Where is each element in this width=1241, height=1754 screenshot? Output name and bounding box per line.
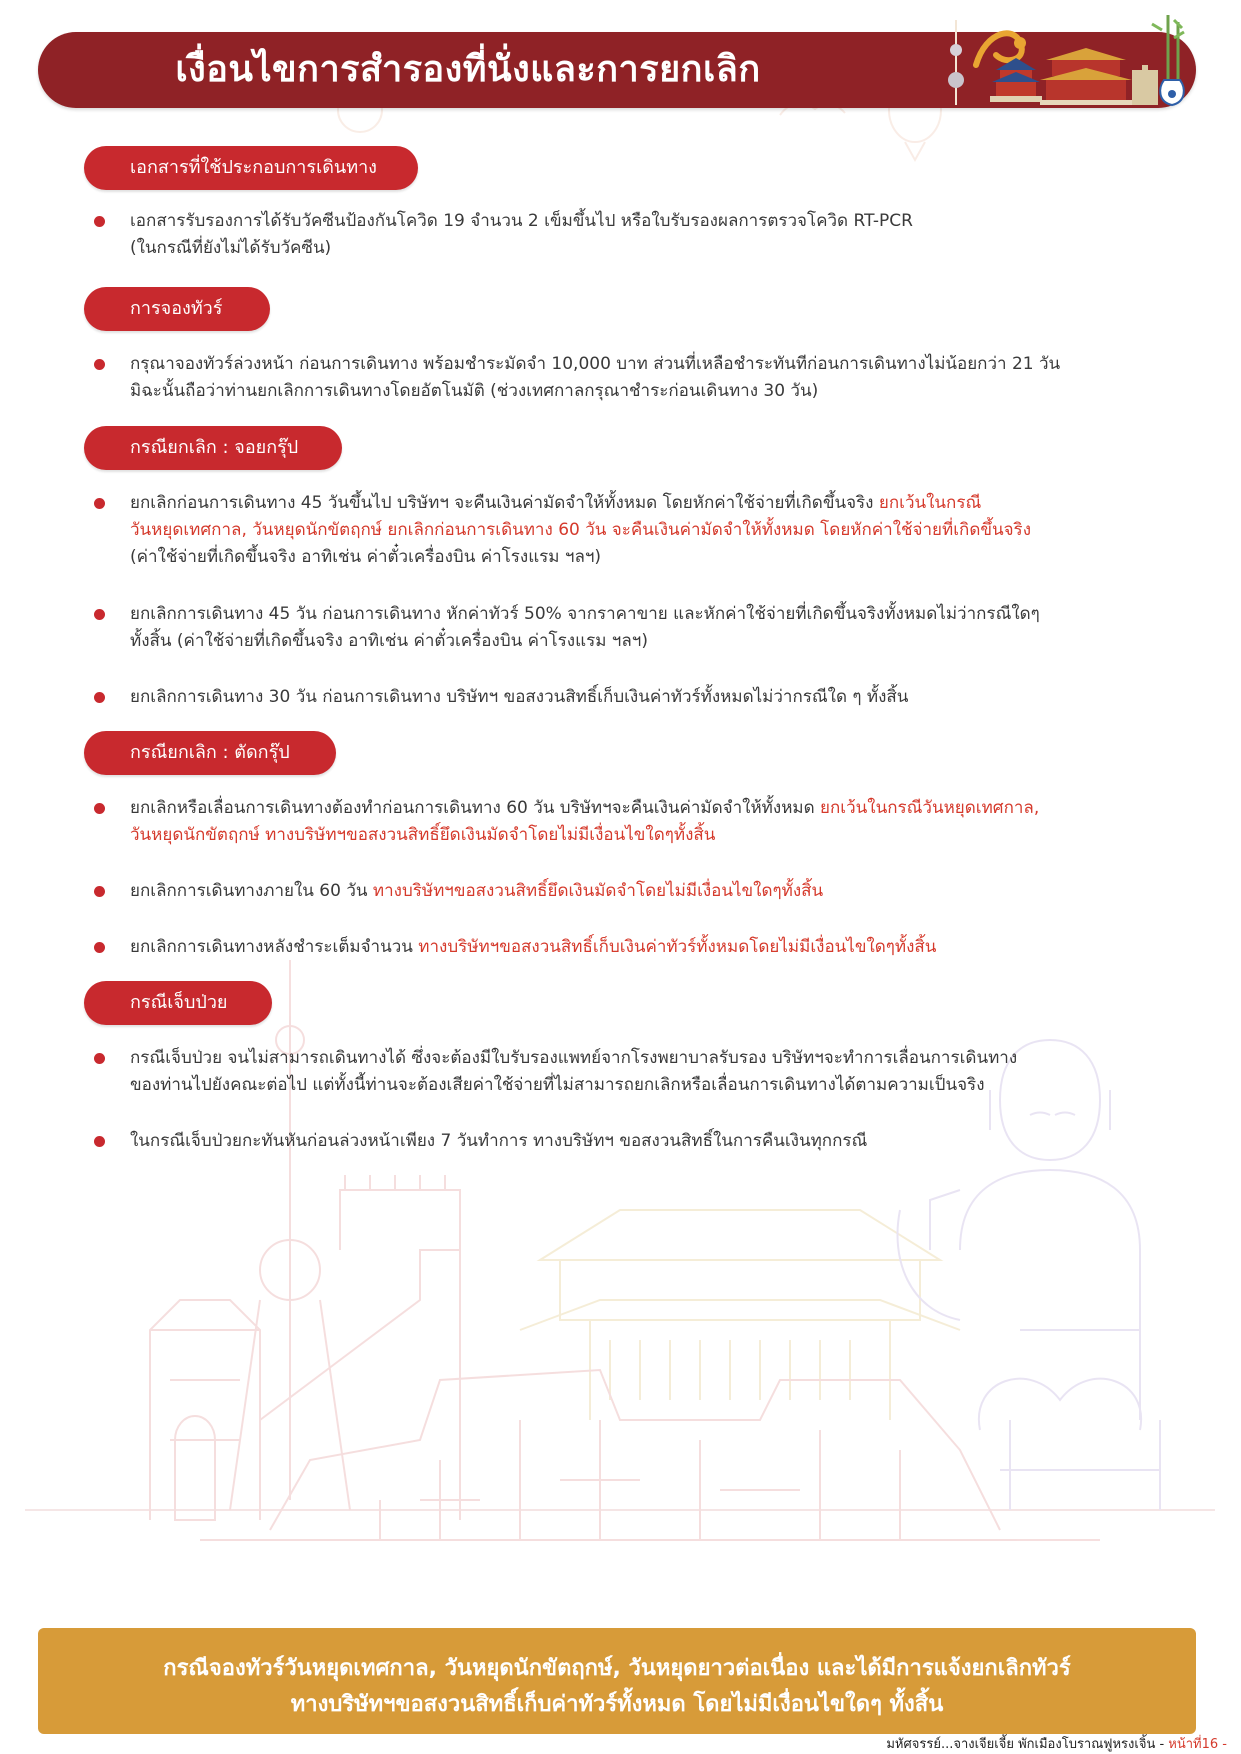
text-line bbox=[130, 795, 1134, 822]
body-text: ของท่านไปยังคณะต่อไป แต่ทั้งนี้ท่านจะต้องเสียค่าใช้จ่ายที่ไม่สามารถยกเลิกหรือเลื่อนการเดินทางได้ตามความเป็นจริง bbox=[130, 1075, 985, 1095]
tv-tower-drawing bbox=[230, 960, 350, 1510]
list-item bbox=[94, 1128, 1134, 1155]
section-heading-documents: เอกสารที่ใช้ประกอบการเดินทาง bbox=[84, 146, 418, 190]
body-text: ยกเลิกการเดินทางภายใน 60 วัน bbox=[130, 881, 373, 901]
bullet-text bbox=[130, 490, 1134, 571]
palace-drawing bbox=[520, 1210, 960, 1420]
list-item bbox=[94, 208, 1134, 262]
text-line bbox=[130, 208, 1134, 235]
section-heading-illness: กรณีเจ็บป่วย bbox=[84, 981, 272, 1025]
bullet-text bbox=[130, 795, 1134, 849]
bullet-dot-icon bbox=[94, 942, 105, 953]
list-item bbox=[94, 601, 1134, 655]
highlight-text: ยกเว้นในกรณี bbox=[878, 493, 982, 513]
list-item bbox=[94, 490, 1134, 571]
bullet-text bbox=[130, 1128, 1134, 1155]
bullet-text bbox=[130, 601, 1134, 655]
text-line bbox=[130, 544, 1134, 571]
list-item bbox=[94, 351, 1134, 405]
great-wall-drawing bbox=[150, 1175, 460, 1520]
holiday-notice-banner bbox=[38, 1628, 1196, 1734]
text-line bbox=[130, 1045, 1134, 1072]
bullet-text bbox=[130, 351, 1134, 405]
text-line bbox=[130, 822, 1134, 849]
holiday-notice-line-1: กรณีจองทัวร์วันหยุดเทศกาล, วันหยุดนักขัตฤกษ์, วันหยุดยาวต่อเนื่อง และได้มีการแจ้งยกเลิกทัวร์ bbox=[163, 1656, 1071, 1681]
body-text: เอกสารรับรองการได้รับวัคซีนป้องกันโควิด 19 จำนวน 2 เข็มขึ้นไป หรือใบรับรองผลการตรวจโควิด RT-PCR bbox=[130, 211, 913, 231]
bullet-text bbox=[130, 684, 1134, 711]
text-line bbox=[130, 490, 1134, 517]
section-heading-cancel-private-group: กรณียกเลิก : ตัดกรุ๊ป bbox=[84, 731, 336, 775]
china-landmarks-icon bbox=[936, 10, 1186, 110]
text-line bbox=[130, 235, 1134, 262]
bullet-dot-icon bbox=[94, 498, 105, 509]
bullet-dot-icon bbox=[94, 1136, 105, 1147]
body-text: กรุณาจองทัวร์ล่วงหน้า ก่อนการเดินทาง พร้อมชำระมัดจำ 10,000 บาท ส่วนที่เหลือชำระทันทีก่อนการเดินทางไม่น้อยกว่า 21 วัน bbox=[130, 354, 1061, 374]
list-item bbox=[94, 795, 1134, 849]
body-text: (ค่าใช้จ่ายที่เกิดขึ้นจริง อาทิเช่น ค่าตั๋วเครื่องบิน ค่าโรงแรม ฯลฯ) bbox=[130, 547, 602, 567]
bullet-dot-icon bbox=[94, 886, 105, 897]
section-heading-cancel-join-group: กรณียกเลิก : จอยกรุ๊ป bbox=[84, 426, 342, 470]
list-item bbox=[94, 1045, 1134, 1099]
bullet-text bbox=[130, 878, 1134, 905]
bullet-dot-icon bbox=[94, 609, 105, 620]
potala-palace-drawing bbox=[200, 1370, 1100, 1540]
text-line bbox=[130, 628, 1134, 655]
list-item bbox=[94, 684, 1134, 711]
text-line bbox=[130, 878, 1134, 905]
body-text: กรณีเจ็บป่วย จนไม่สามารถเดินทางได้ ซึ่งจะต้องมีใบรับรองแพทย์จากโรงพยาบาลรับรอง บริษัทฯจะทำการเลื่อนการเดินทาง bbox=[130, 1048, 1018, 1068]
list-item bbox=[94, 934, 1134, 961]
text-line bbox=[130, 351, 1134, 378]
footer-tour-name: มหัศจรรย์...จางเจียเจี้ย พักเมืองโบราณฟูหรงเจิ้น - bbox=[886, 1737, 1169, 1752]
bullet-dot-icon bbox=[94, 803, 105, 814]
text-line bbox=[130, 1128, 1134, 1155]
body-text: ยกเลิกการเดินทางหลังชำระเต็มจำนวน bbox=[130, 937, 419, 957]
bullet-dot-icon bbox=[94, 1053, 105, 1064]
section-heading-booking: การจองทัวร์ bbox=[84, 287, 270, 331]
bullet-text bbox=[130, 934, 1134, 961]
text-line bbox=[130, 684, 1134, 711]
highlight-text: วันหยุดนักขัตฤกษ์ ทางบริษัทฯขอสงวนสิทธิ์ยึดเงินมัดจำโดยไม่มีเงื่อนไขใดๆทั้งสิ้น bbox=[130, 825, 716, 845]
body-text: ทั้งสิ้น (ค่าใช้จ่ายที่เกิดขึ้นจริง อาทิเช่น ค่าตั๋วเครื่องบิน ค่าโรงแรม ฯลฯ) bbox=[130, 631, 648, 651]
text-line bbox=[130, 517, 1134, 544]
bullet-text bbox=[130, 208, 1134, 262]
body-text: ในกรณีเจ็บป่วยกะทันหันก่อนล่วงหน้าเพียง 7 วันทำการ ทางบริษัทฯ ขอสงวนสิทธิ์ในการคืนเงินทุกกรณี bbox=[130, 1131, 868, 1151]
body-text: (ในกรณีที่ยังไม่ได้รับวัคซีน) bbox=[130, 238, 332, 258]
header-banner bbox=[38, 32, 1196, 166]
highlight-text: ยกเว้นในกรณีวันหยุดเทศกาล, bbox=[820, 798, 1040, 818]
body-text: ยกเลิกหรือเลื่อนการเดินทางต้องทำก่อนการเดินทาง 60 วัน บริษัทฯจะคืนเงินค่ามัดจำให้ทั้งหมด bbox=[130, 798, 821, 818]
page-footer bbox=[886, 1733, 1227, 1754]
bullet-dot-icon bbox=[94, 216, 105, 227]
holiday-notice-line-2: ทางบริษัทฯขอสงวนสิทธิ์เก็บค่าทัวร์ทั้งหมด โดยไม่มีเงื่อนไขใดๆ ทั้งสิ้น bbox=[290, 1692, 944, 1717]
text-line bbox=[130, 1072, 1134, 1099]
body-text: มิฉะนั้นถือว่าท่านยกเลิกการเดินทางโดยอัตโนมัติ (ช่วงเทศกาลกรุณาชำระก่อนเดินทาง 30 วัน) bbox=[130, 381, 819, 401]
highlight-text: ทางบริษัทฯขอสงวนสิทธิ์เก็บเงินค่าทัวร์ทั้งหมดโดยไม่มีเงื่อนไขใดๆทั้งสิ้น bbox=[418, 937, 937, 957]
highlight-text: ทางบริษัทฯขอสงวนสิทธิ์ยึดเงินมัดจำโดยไม่มีเงื่อนไขใดๆทั้งสิ้น bbox=[372, 881, 824, 901]
text-line bbox=[130, 378, 1134, 405]
bullet-text bbox=[130, 1045, 1134, 1099]
list-item bbox=[94, 878, 1134, 905]
body-text: ยกเลิกการเดินทาง 30 วัน ก่อนการเดินทาง บริษัทฯ ขอสงวนสิทธิ์เก็บเงินค่าทัวร์ทั้งหมดไม่ว่ากรณีใด ๆ ทั้งสิ้น bbox=[130, 687, 909, 707]
highlight-text: วันหยุดเทศกาล, วันหยุดนักขัตฤกษ์ ยกเลิกก่อนการเดินทาง 60 วัน จะคืนเงินค่ามัดจำให้ทั้งหมด โดยหักค่าใช้จ่ายที่เกิดขึ้นจริง bbox=[130, 520, 1031, 540]
body-text: ยกเลิกก่อนการเดินทาง 45 วันขึ้นไป บริษัทฯ จะคืนเงินค่ามัดจำให้ทั้งหมด โดยหักค่าใช้จ่ายที่เกิดขึ้นจริง bbox=[130, 493, 879, 513]
text-line bbox=[130, 601, 1134, 628]
buddha-statue-drawing bbox=[898, 1040, 1161, 1510]
page-title: เงื่อนไขการสำรองที่นั่งและการยกเลิกทัวร์ bbox=[175, 49, 761, 166]
page-number: หน้าที่16 - bbox=[1168, 1737, 1227, 1752]
body-text: ยกเลิกการเดินทาง 45 วัน ก่อนการเดินทาง หักค่าทัวร์ 50% จากราคาขาย และหักค่าใช้จ่ายที่เกิดขึ้นจริงทั้งหมดไม่ว่ากรณีใดๆ bbox=[130, 604, 1040, 624]
bullet-dot-icon bbox=[94, 692, 105, 703]
text-line bbox=[130, 934, 1134, 961]
bullet-dot-icon bbox=[94, 359, 105, 370]
